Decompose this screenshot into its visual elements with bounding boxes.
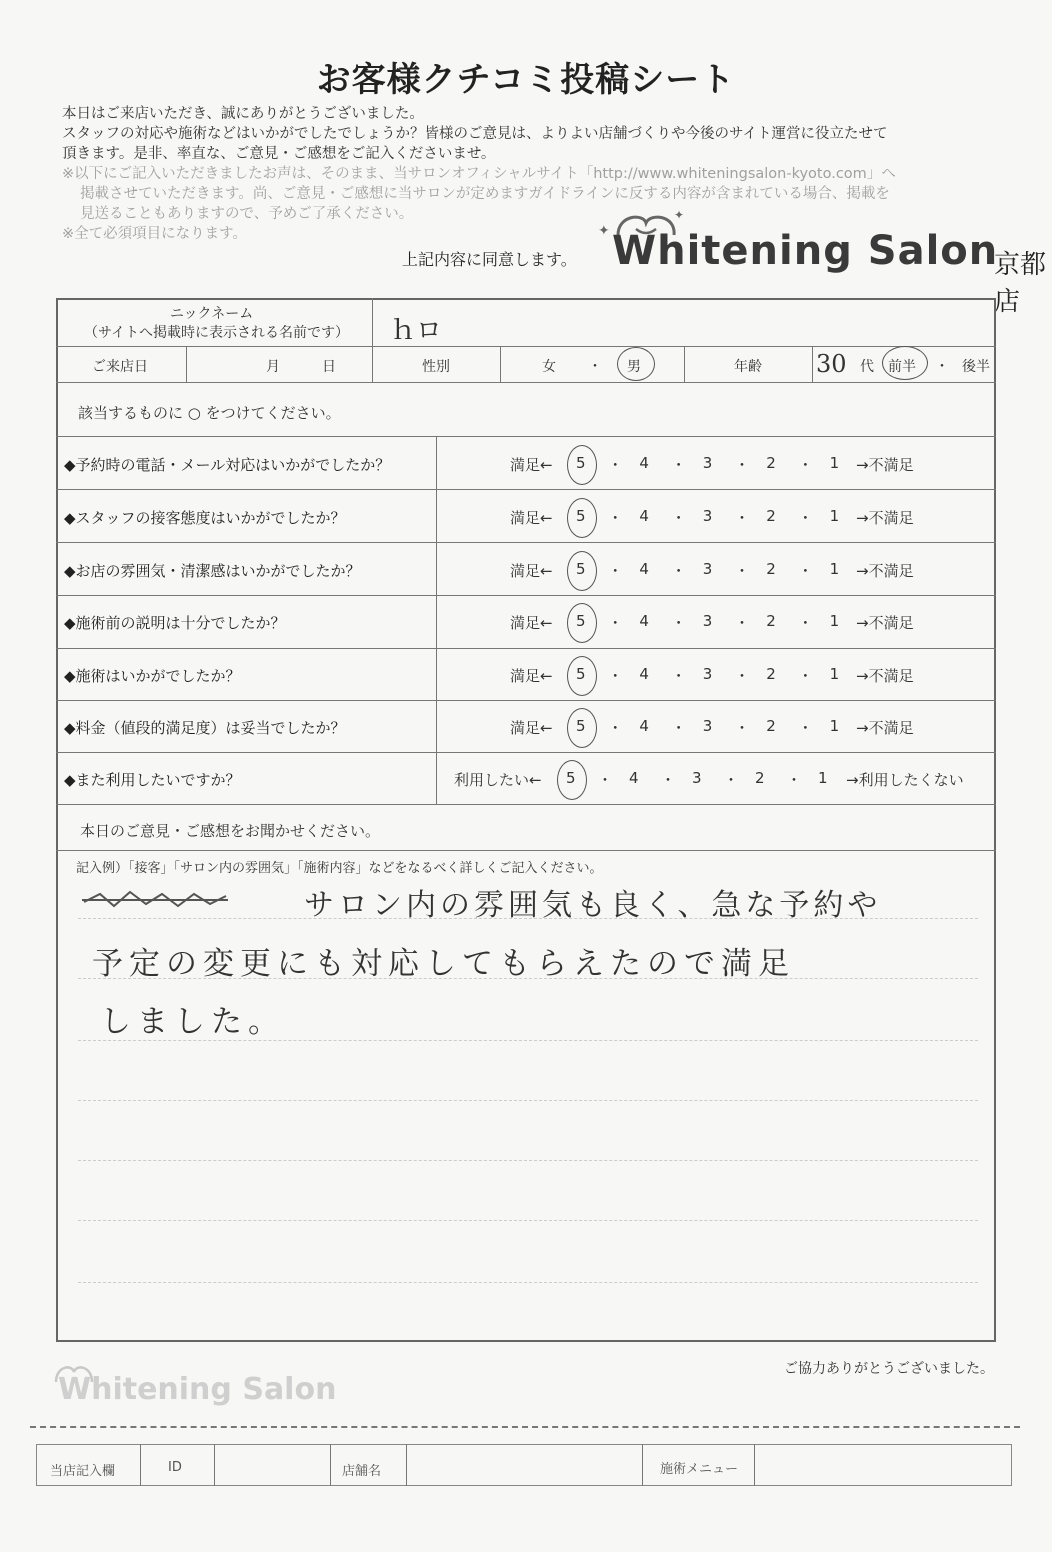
scale-option-2[interactable]: 2 (766, 717, 776, 735)
nickname-label: ニックネーム (170, 306, 254, 322)
scale-separator: ・ (607, 719, 623, 737)
scale-option-2[interactable]: 2 (755, 769, 765, 787)
selected-score-circle (567, 708, 597, 748)
female-option[interactable]: 女 (542, 359, 556, 375)
scale-separator: ・ (734, 509, 750, 527)
id-label: ID (168, 1460, 182, 1475)
scale-separator: ・ (734, 667, 750, 685)
page-title: お客様クチコミ投稿シート (316, 60, 736, 100)
scale-separator: ・ (797, 456, 813, 474)
scale-left-label: 満足← (510, 509, 553, 527)
logo-text: Whitening Salon (612, 228, 999, 274)
scale-separator: ・ (797, 667, 813, 685)
age-unit: 代 (860, 359, 874, 375)
selected-male-circle (617, 347, 655, 381)
svg-text:✦: ✦ (674, 208, 685, 222)
scale-option-4[interactable]: 4 (639, 454, 649, 472)
comment-line-2[interactable]: 予定の変更にも対応してもらえたので満足 (92, 946, 795, 982)
scale-separator: ・ (607, 667, 623, 685)
scale-separator: ・ (660, 771, 676, 789)
scale-option-5[interactable]: 5 (576, 507, 586, 525)
scale-option-1[interactable]: 1 (829, 507, 840, 525)
scale-left-label: 利用したい← (454, 771, 542, 789)
selected-score-circle (557, 760, 587, 800)
comment-line-1[interactable]: サロン内の雰囲気も良く、急な予約や (304, 888, 882, 923)
scale-option-1[interactable]: 1 (829, 560, 840, 578)
scale-option-2[interactable]: 2 (766, 612, 776, 630)
question-6: ◆料金（値段的満足度）は妥当でしたか？ (64, 719, 346, 737)
scale-option-5[interactable]: 5 (576, 454, 586, 472)
comment-line (78, 1220, 978, 1221)
col-divider (500, 346, 501, 382)
intro-note: 掲載させていただきます。尚、ご意見・ご感想に当サロンが定めますガイドラインに反する内容が含まれている場合、掲載を (80, 186, 890, 202)
row-divider (56, 382, 996, 383)
scale-separator: ・ (734, 562, 750, 580)
row-divider (56, 648, 996, 649)
scale-separator: ・ (797, 614, 813, 632)
row-divider (56, 752, 996, 753)
intro-note: ※全て必須項目になります。 (62, 226, 247, 242)
logo-suffix: 京都店 (994, 250, 1047, 317)
scale-separator: ・ (671, 562, 687, 580)
second-half-option[interactable]: 後半 (962, 359, 990, 375)
scale-option-3[interactable]: 3 (692, 769, 702, 787)
scale-separator: ・ (723, 771, 739, 789)
scale-option-2[interactable]: 2 (766, 507, 776, 525)
scale-separator: ・ (734, 456, 750, 474)
scale-separator: ・ (734, 614, 750, 632)
intro-line: 頂きます。是非、率直な、ご意見・ご感想をご記入くださいませ。 (62, 146, 496, 162)
selected-score-circle (567, 603, 597, 643)
question-5: ◆施術はいかがでしたか？ (64, 667, 241, 685)
scale-left-label: 満足← (510, 614, 553, 632)
col-divider (684, 346, 685, 382)
scale-separator: ・ (607, 509, 623, 527)
gender-label: 性別 (422, 359, 450, 375)
scale-right-label: →不満足 (856, 614, 914, 632)
age-label: 年齢 (734, 359, 762, 375)
scale-right-label: →不満足 (856, 562, 914, 580)
day-label: 日 (322, 359, 336, 375)
scale-option-1[interactable]: 1 (818, 769, 828, 787)
row-divider (56, 436, 996, 437)
scale-right-label: →不満足 (856, 509, 914, 527)
svg-text:✦: ✦ (598, 223, 610, 239)
intro-text (62, 104, 896, 244)
col-divider (812, 346, 813, 382)
scale-option-1[interactable]: 1 (829, 454, 840, 472)
scale-separator: ・ (671, 719, 687, 737)
scale-left-label: 満足← (510, 562, 553, 580)
question-4: ◆施術前の説明は十分でしたか？ (64, 614, 286, 632)
scale-right-label: →不満足 (856, 667, 914, 685)
scale-option-3[interactable]: 3 (702, 717, 713, 735)
scale-separator: ・ (607, 456, 623, 474)
crossed-out-scribble (80, 884, 230, 918)
scale-separator: ・ (607, 562, 623, 580)
example-text: 記入例）「接客」「サロン内の雰囲気」「施術内容」などをなるべく詳しくご記入ください。 (76, 861, 603, 876)
selected-score-circle (567, 656, 597, 696)
row-divider (56, 700, 996, 701)
scale-option-5[interactable]: 5 (566, 769, 576, 787)
scale-separator: ・ (597, 771, 613, 789)
intro-line: スタッフの対応や施術などはいかがでしたでしょうか？皆様のご意見は、よりよい店舗づくりや今後のサイト運営に役立たせて (62, 126, 888, 142)
month-label: 月 (266, 359, 280, 375)
nickname-sublabel: （サイトへ掲載時に表示される名前です） (84, 325, 350, 341)
comment-line (78, 1282, 978, 1283)
agree-text: 上記内容に同意します。 (402, 250, 577, 269)
col-divider (372, 298, 373, 382)
scale-left-label: 満足← (510, 667, 553, 685)
intro-line: 本日はご来店いただき、誠にありがとうございました。 (62, 106, 424, 122)
thanks-text: ご協力ありがとうございました。 (784, 1361, 994, 1377)
scale-option-5[interactable]: 5 (576, 717, 586, 735)
visit-date-label: ご来店日 (92, 359, 148, 375)
scale-left-label: 満足← (510, 456, 553, 474)
footer-logo-text: Whitening Salon (58, 1372, 337, 1407)
col-divider (330, 1444, 331, 1486)
question-3: ◆お店の雰囲気・清潔感はいかがでしたか？ (64, 562, 361, 580)
row-divider (56, 595, 996, 596)
scale-option-3[interactable]: 3 (702, 612, 713, 630)
row-divider (56, 850, 996, 851)
row-divider (56, 542, 996, 543)
col-divider (436, 436, 437, 804)
comment-line-3[interactable]: しました。 (100, 1004, 285, 1040)
intro-note: ※以下にご記入いただきましたお声は、そのまま、当サロンオフィシャルサイト「http://www.whiteningsalon-kyoto.com」へ (62, 166, 896, 182)
col-divider (214, 1444, 215, 1486)
scale-option-2[interactable]: 2 (766, 665, 776, 683)
row-divider (56, 804, 996, 805)
first-half-option[interactable]: 前半 (888, 359, 916, 375)
scale-separator: ・ (671, 614, 687, 632)
question-7: ◆また利用したいですか？ (64, 771, 241, 789)
col-divider (754, 1444, 755, 1486)
scale-separator: ・ (671, 456, 687, 474)
intro-note: 見送ることもありますので、予めご了承ください。 (80, 206, 414, 222)
scale-separator: ・ (734, 719, 750, 737)
question-1: ◆予約時の電話・メール対応はいかがでしたか？ (64, 456, 391, 474)
scale-option-1[interactable]: 1 (829, 612, 840, 630)
scale-separator: ・ (797, 509, 813, 527)
scale-right-label: →不満足 (856, 456, 914, 474)
scale-option-5[interactable]: 5 (576, 612, 586, 630)
col-divider (140, 1444, 141, 1486)
scale-option-5[interactable]: 5 (576, 560, 586, 578)
scale-option-4[interactable]: 4 (639, 665, 649, 683)
scale-separator: ・ (607, 614, 623, 632)
nickname-value[interactable]: ｈロ (390, 316, 443, 346)
scale-separator: ・ (671, 667, 687, 685)
scale-option-1[interactable]: 1 (829, 665, 840, 683)
col-divider (642, 1444, 643, 1486)
scale-separator: ・ (797, 719, 813, 737)
scale-option-4[interactable]: 4 (639, 612, 649, 630)
scale-separator: ・ (671, 509, 687, 527)
age-separator: ・ (935, 359, 949, 375)
scale-left-label: 満足← (510, 719, 553, 737)
store-label: 店舗名 (342, 1464, 382, 1479)
staff-box (36, 1444, 1012, 1486)
scale-option-2[interactable]: 2 (766, 454, 776, 472)
staff-label: 当店記入欄 (50, 1464, 116, 1479)
row-divider (56, 346, 996, 347)
scale-option-3[interactable]: 3 (702, 454, 713, 472)
comment-line (78, 1160, 978, 1161)
scale-separator: ・ (786, 771, 802, 789)
scale-option-3[interactable]: 3 (702, 560, 713, 578)
cut-line (30, 1426, 1020, 1428)
scale-option-2[interactable]: 2 (766, 560, 776, 578)
col-divider (406, 1444, 407, 1486)
scale-right-label: →不満足 (856, 719, 914, 737)
gender-separator: ・ (588, 359, 602, 375)
selected-score-circle (567, 445, 597, 485)
menu-label: 施術メニュー (660, 1462, 739, 1477)
comment-line (78, 1100, 978, 1101)
selected-first-half-circle (882, 346, 928, 380)
scale-separator: ・ (797, 562, 813, 580)
scale-option-4[interactable]: 4 (639, 560, 649, 578)
question-2: ◆スタッフの接客態度はいかがでしたか？ (64, 509, 346, 527)
scale-option-4[interactable]: 4 (639, 507, 649, 525)
selected-score-circle (567, 551, 597, 591)
selected-score-circle (567, 498, 597, 538)
scale-option-5[interactable]: 5 (576, 665, 586, 683)
age-value[interactable]: 30 (816, 350, 847, 378)
comments-label: 本日のご意見・ご感想をお聞かせください。 (80, 822, 381, 840)
scale-option-3[interactable]: 3 (702, 507, 713, 525)
male-option[interactable]: 男 (627, 359, 641, 375)
scale-option-1[interactable]: 1 (829, 717, 840, 735)
col-divider (186, 346, 187, 382)
instruction-text: 該当するものに ○ をつけてください。 (78, 404, 341, 422)
scale-right-label: →利用したくない (846, 771, 964, 789)
scale-option-3[interactable]: 3 (702, 665, 713, 683)
row-divider (56, 489, 996, 490)
scale-option-4[interactable]: 4 (639, 717, 649, 735)
scale-option-4[interactable]: 4 (629, 769, 639, 787)
